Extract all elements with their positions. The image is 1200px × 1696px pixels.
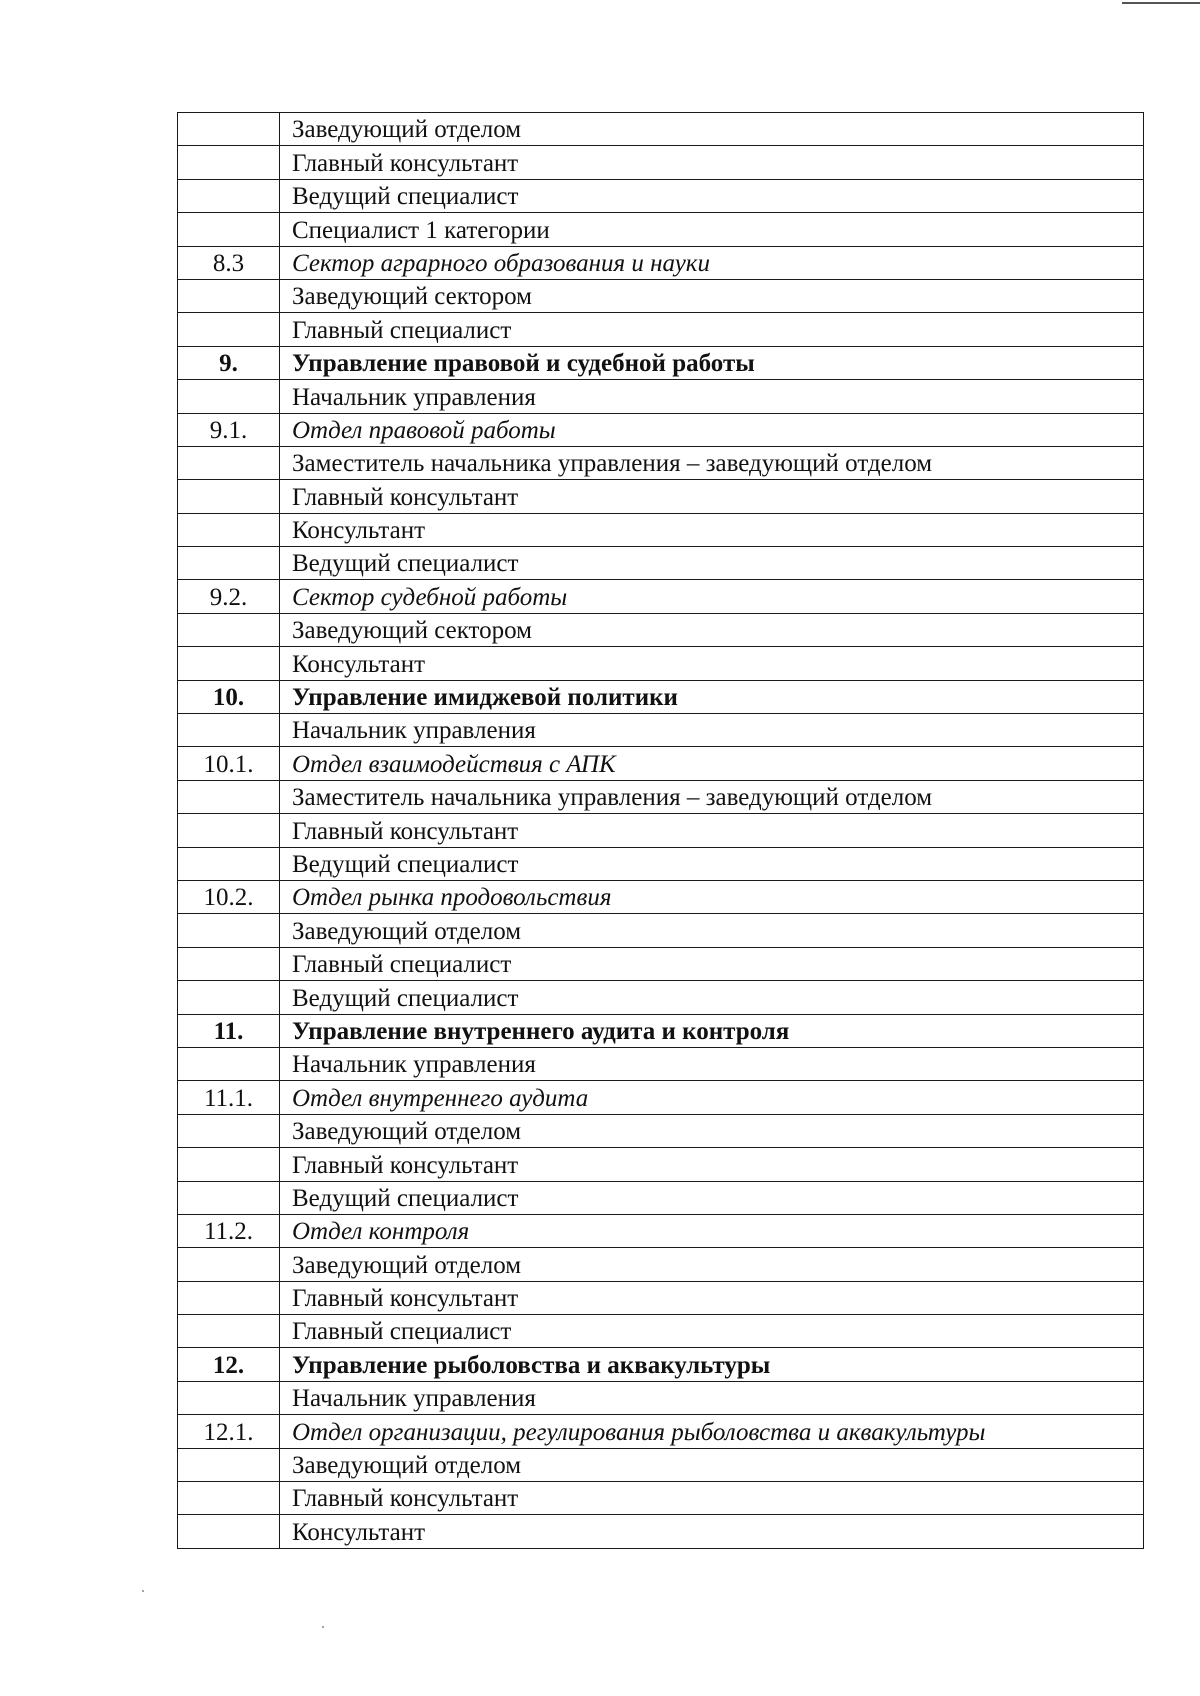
position-row — [178, 113, 1144, 146]
row-number — [178, 380, 280, 413]
row-number — [178, 480, 280, 513]
row-number — [178, 1515, 280, 1548]
subsection-title: Отдел правовой работы — [280, 413, 1144, 446]
subsection-row — [178, 1214, 1144, 1247]
subsection-row — [178, 246, 1144, 279]
row-number — [178, 613, 280, 646]
position-row — [178, 1448, 1144, 1481]
section-title: Управление рыболовства и аквакультуры — [280, 1348, 1144, 1381]
position-row — [178, 1515, 1144, 1548]
position-title: Заведующий отделом — [280, 914, 1144, 947]
row-number: 8.3 — [178, 246, 280, 279]
row-number: 12. — [178, 1348, 280, 1381]
row-number — [178, 1381, 280, 1414]
subsection-title: Сектор аграрного образования и науки — [280, 246, 1144, 279]
position-title: Главный консультант — [280, 1482, 1144, 1515]
position-title: Заведующий отделом — [280, 1448, 1144, 1481]
row-number: 10.2. — [178, 880, 280, 913]
subsection-title: Отдел организации, регулирования рыболовства и аквакультуры — [280, 1415, 1144, 1448]
row-number — [178, 847, 280, 880]
position-row — [178, 146, 1144, 179]
row-number — [178, 914, 280, 947]
position-title: Заведующий отделом — [280, 1248, 1144, 1281]
row-number: 12.1. — [178, 1415, 280, 1448]
row-number — [178, 647, 280, 680]
row-number: 10.1. — [178, 747, 280, 780]
row-number — [178, 1448, 280, 1481]
position-title: Главный консультант — [280, 814, 1144, 847]
position-row — [178, 947, 1144, 980]
scan-speck — [322, 1626, 324, 1628]
position-title: Консультант — [280, 647, 1144, 680]
position-title: Заведующий отделом — [280, 1114, 1144, 1147]
position-row — [178, 1281, 1144, 1314]
position-title: Специалист 1 категории — [280, 213, 1144, 246]
row-number — [178, 814, 280, 847]
row-number — [178, 213, 280, 246]
position-row — [178, 647, 1144, 680]
row-number — [178, 1047, 280, 1080]
position-row — [178, 1381, 1144, 1414]
row-number — [178, 1482, 280, 1515]
section-title: Управление правовой и судебной работы — [280, 346, 1144, 379]
position-title: Начальник управления — [280, 1381, 1144, 1414]
position-title: Ведущий специалист — [280, 1181, 1144, 1214]
section-row — [178, 1014, 1144, 1047]
position-row — [178, 914, 1144, 947]
subsection-title: Отдел рынка продовольствия — [280, 880, 1144, 913]
subsection-row — [178, 413, 1144, 446]
row-number — [178, 113, 280, 146]
position-title: Заведующий отделом — [280, 113, 1144, 146]
row-number — [178, 1148, 280, 1181]
position-title: Главный специалист — [280, 947, 1144, 980]
position-title: Главный консультант — [280, 480, 1144, 513]
position-row — [178, 1248, 1144, 1281]
row-number — [178, 1114, 280, 1147]
subsection-title: Отдел внутреннего аудита — [280, 1081, 1144, 1114]
position-title: Заведующий сектором — [280, 279, 1144, 312]
row-number — [178, 1315, 280, 1348]
scan-speck — [142, 1590, 144, 1592]
row-number — [178, 179, 280, 212]
row-number — [178, 1181, 280, 1214]
subsection-title: Отдел контроля — [280, 1214, 1144, 1247]
subsection-row — [178, 580, 1144, 613]
subsection-row — [178, 747, 1144, 780]
position-row — [178, 780, 1144, 813]
row-number — [178, 547, 280, 580]
position-row — [178, 613, 1144, 646]
position-title: Заместитель начальника управления – заведующий отделом — [280, 446, 1144, 479]
row-number — [178, 313, 280, 346]
section-title: Управление внутреннего аудита и контроля — [280, 1014, 1144, 1047]
position-row — [178, 179, 1144, 212]
position-row — [178, 380, 1144, 413]
position-row — [178, 480, 1144, 513]
row-number — [178, 981, 280, 1014]
position-row — [178, 1047, 1144, 1080]
position-title: Начальник управления — [280, 380, 1144, 413]
row-number: 11.1. — [178, 1081, 280, 1114]
subsection-row — [178, 880, 1144, 913]
row-number — [178, 1281, 280, 1314]
section-title: Управление имиджевой политики — [280, 680, 1144, 713]
row-number — [178, 279, 280, 312]
scan-edge-mark — [1122, 2, 1200, 4]
position-row — [178, 446, 1144, 479]
position-row — [178, 313, 1144, 346]
position-row — [178, 981, 1144, 1014]
subsection-row — [178, 1415, 1144, 1448]
row-number — [178, 714, 280, 747]
row-number — [178, 1248, 280, 1281]
section-row — [178, 680, 1144, 713]
position-row — [178, 213, 1144, 246]
position-title: Ведущий специалист — [280, 547, 1144, 580]
position-row — [178, 1315, 1144, 1348]
position-title: Главный консультант — [280, 1148, 1144, 1181]
row-number — [178, 947, 280, 980]
position-title: Заместитель начальника управления – заведующий отделом — [280, 780, 1144, 813]
subsection-title: Сектор судебной работы — [280, 580, 1144, 613]
position-title: Заведующий сектором — [280, 613, 1144, 646]
subsection-row — [178, 1081, 1144, 1114]
row-number — [178, 513, 280, 546]
section-row — [178, 1348, 1144, 1381]
position-row — [178, 814, 1144, 847]
row-number — [178, 146, 280, 179]
position-title: Главный консультант — [280, 1281, 1144, 1314]
position-title: Консультант — [280, 1515, 1144, 1548]
row-number: 11.2. — [178, 1214, 280, 1247]
section-row — [178, 346, 1144, 379]
position-title: Ведущий специалист — [280, 847, 1144, 880]
position-title: Ведущий специалист — [280, 179, 1144, 212]
staff-structure-table — [177, 112, 1144, 1549]
row-number: 11. — [178, 1014, 280, 1047]
position-title: Главный специалист — [280, 313, 1144, 346]
position-title: Начальник управления — [280, 714, 1144, 747]
row-number: 10. — [178, 680, 280, 713]
row-number — [178, 446, 280, 479]
row-number — [178, 780, 280, 813]
position-row — [178, 714, 1144, 747]
row-number: 9. — [178, 346, 280, 379]
subsection-title: Отдел взаимодействия с АПК — [280, 747, 1144, 780]
position-row — [178, 1114, 1144, 1147]
position-row — [178, 847, 1144, 880]
position-row — [178, 1148, 1144, 1181]
row-number: 9.2. — [178, 580, 280, 613]
position-title: Ведущий специалист — [280, 981, 1144, 1014]
position-row — [178, 1482, 1144, 1515]
position-row — [178, 547, 1144, 580]
staff-table-body — [178, 113, 1144, 1549]
position-row — [178, 1181, 1144, 1214]
position-row — [178, 279, 1144, 312]
position-title: Начальник управления — [280, 1047, 1144, 1080]
position-title: Консультант — [280, 513, 1144, 546]
position-title: Главный специалист — [280, 1315, 1144, 1348]
position-row — [178, 513, 1144, 546]
row-number: 9.1. — [178, 413, 280, 446]
position-title: Главный консультант — [280, 146, 1144, 179]
